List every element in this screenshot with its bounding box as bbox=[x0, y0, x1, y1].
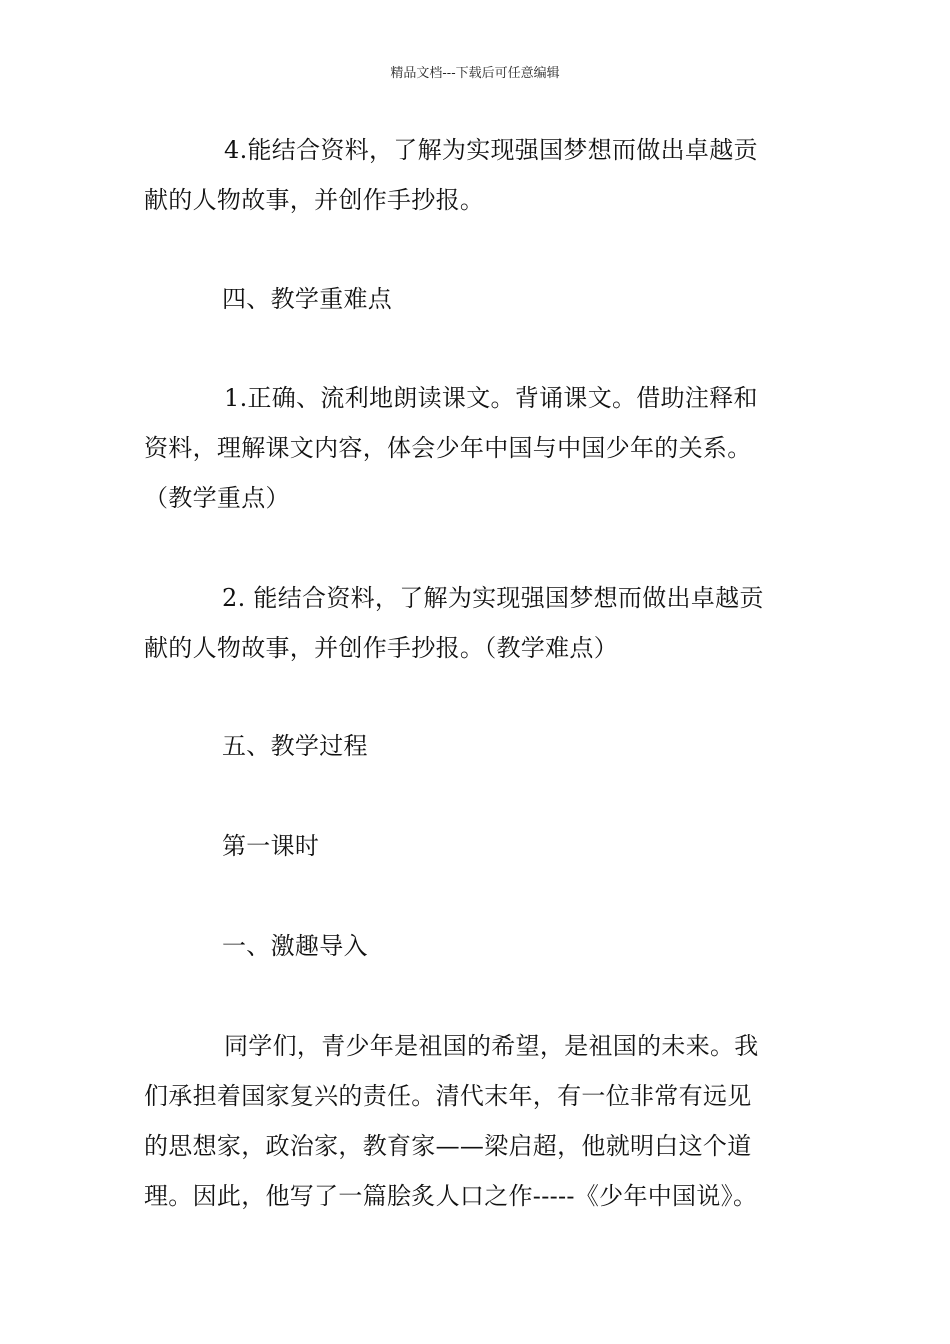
heading-text: 一、激趣导入 bbox=[222, 932, 368, 960]
text-line: 2. 能结合资料，了解为实现强国梦想而做出卓越贡 bbox=[222, 584, 764, 612]
heading-text: 五、教学过程 bbox=[222, 732, 368, 760]
paragraph-objective-4 bbox=[144, 125, 816, 225]
section-heading-teaching-process bbox=[144, 721, 816, 771]
text-line: 的思想家，政治家，教育家——梁启超，他就明白这个道 bbox=[144, 1132, 752, 1160]
text-line: 献的人物故事，并创作手抄报。（教学难点） bbox=[144, 634, 618, 662]
text-line: 同学们，青少年是祖国的希望，是祖国的未来。我 bbox=[224, 1032, 759, 1060]
text-line: 理。因此，他写了一篇脍炙人口之作-----《少年中国说》。 bbox=[144, 1182, 758, 1210]
text-line: 献的人物故事，并创作手抄报。 bbox=[144, 186, 485, 214]
text-line: 们承担着国家复兴的责任。清代末年，有一位非常有远见 bbox=[144, 1082, 752, 1110]
text-line: 4.能结合资料，了解为实现强国梦想而做出卓越贡 bbox=[224, 136, 758, 164]
section-heading-key-points bbox=[144, 274, 816, 324]
heading-text: 第一课时 bbox=[222, 832, 320, 860]
paragraph-key-point-1 bbox=[144, 373, 816, 523]
page-header: 精品文档---下载后可任意编辑 bbox=[390, 66, 560, 81]
text-line: （教学重点） bbox=[144, 484, 290, 512]
text-line: 1.正确、流利地朗读课文。背诵课文。借助注释和 bbox=[224, 384, 758, 412]
paragraph-introduction bbox=[144, 1021, 816, 1221]
subheading-lesson-1 bbox=[144, 821, 816, 871]
heading-text: 四、教学重难点 bbox=[222, 285, 393, 313]
paragraph-key-point-2 bbox=[144, 573, 816, 673]
subheading-step-1 bbox=[144, 921, 816, 971]
text-line: 资料，理解课文内容，体会少年中国与中国少年的关系。 bbox=[144, 434, 752, 462]
